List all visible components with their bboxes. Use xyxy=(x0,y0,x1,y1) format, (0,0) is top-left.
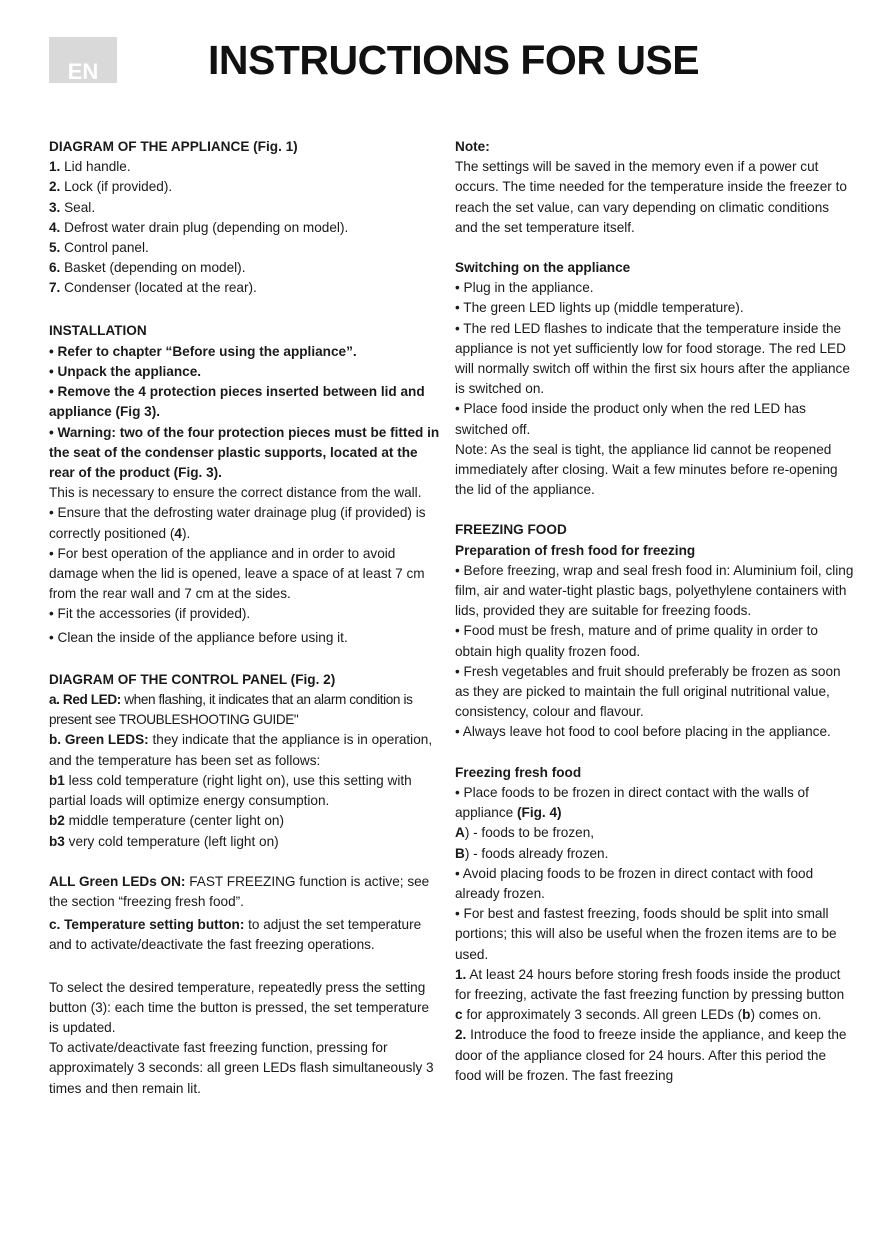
list-item: 3. Seal. xyxy=(49,199,96,215)
switching-text: • Place food inside the product only when the red LED has switched off. xyxy=(455,401,806,437)
diagram-heading: DIAGRAM OF THE APPLIANCE (Fig. 1) xyxy=(49,139,298,154)
installation-text: • Clean the inside of the appliance before using it. xyxy=(49,629,348,645)
fresh-food-step-2: 2. Introduce the food to freeze inside the appliance, and keep the door of the appliance closed for 24 hours. After this period the food will be frozen. The fast freezing xyxy=(455,1027,847,1083)
installation-heading: INSTALLATION xyxy=(49,322,147,338)
fresh-food-step-1: 1. At least 24 hours before storing fresh foods inside the product for freezing, activate the fast freezing function by pressing button c for approximately 3 seconds. All green LEDs (b) comes on. xyxy=(455,966,845,1023)
control-item-c: c. Temperature setting button: to adjust the set temperature and to activate/deactivate the fast freezing operations. xyxy=(49,917,422,953)
note-heading: Note: xyxy=(455,139,490,154)
installation-text: • Ensure that the defrosting water drainage plug (if provided) is correctly positioned (4). xyxy=(49,505,426,541)
installation-bullet: • Unpack the appliance. xyxy=(49,364,202,380)
installation-warning: • Warning: two of the four protection pieces must be fitted in the seat of the condenser plastic supports, located at the rear of the product (Fig. 3). xyxy=(49,424,440,481)
control-item-a: a. Red LED: when flashing, it indicates that an alarm condition is present see TROUBLESHOOTING GUIDE" xyxy=(49,692,413,728)
control-item-b2: b2 middle temperature (center light on) xyxy=(49,813,284,829)
fresh-food-text: • Place foods to be frozen in direct contact with the walls of appliance (Fig. 4) xyxy=(455,784,809,821)
installation-bullet: • Refer to chapter “Before using the appliance”. xyxy=(49,343,357,359)
list-item: 1. Lid handle. xyxy=(49,159,131,175)
freezing-text: • Before freezing, wrap and seal fresh food in: Aluminium foil, cling film, air and water-tight plastic bags, polyethylene containers with lids, provided they are suitable for freezing foods. xyxy=(455,562,854,619)
switching-text: • Plug in the appliance. xyxy=(455,280,594,296)
list-item: 7. Condenser (located at the rear). xyxy=(49,280,257,296)
freezing-text: • Always leave hot food to cool before placing in the appliance. xyxy=(455,724,831,740)
fresh-food-text: • Avoid placing foods to be frozen in direct contact with food already frozen. xyxy=(455,865,814,901)
switching-heading: Switching on the appliance xyxy=(455,260,631,276)
fresh-food-item-a: A) - foods to be frozen, xyxy=(455,825,595,841)
freezing-heading: FREEZING FOOD xyxy=(455,522,567,538)
switching-text: • The red LED flashes to indicate that the temperature inside the appliance is not yet sufficiently low for food storage. The red LED will normally switch off within the first six hours after the appliance is switched on. xyxy=(455,320,850,397)
list-item: 5. Control panel. xyxy=(49,240,149,256)
installation-bullet: • Remove the 4 protection pieces inserted between lid and appliance (Fig 3). xyxy=(49,384,425,420)
list-item: 2. Lock (if provided). xyxy=(49,179,173,195)
freezing-subheading: Preparation of fresh food for freezing xyxy=(455,542,696,558)
control-item-b1: b1 less cold temperature (right light on), use this setting with partial loads will optimize energy consumption. xyxy=(49,772,412,809)
installation-text: • For best operation of the appliance and in order to avoid damage when the lid is opened, leave a space of at least 7 cm from the rear wall and 7 cm at the sides. xyxy=(49,545,425,602)
control-all-green: ALL Green LEDs ON: FAST FREEZING function is active; see the section “freezing fresh food”. xyxy=(49,873,430,909)
right-column xyxy=(455,137,855,1086)
control-panel-heading: DIAGRAM OF THE CONTROL PANEL (Fig. 2) xyxy=(49,671,336,687)
list-item: 4. Defrost water drain plug (depending on model). xyxy=(49,219,349,235)
switching-text: Note: As the seal is tight, the appliance lid cannot be reopened immediately after closing. Wait a few minutes before re-opening the lid of the appliance. xyxy=(455,441,838,498)
installation-text: This is necessary to ensure the correct distance from the wall. xyxy=(49,485,422,501)
language-badge: EN xyxy=(49,37,117,83)
fresh-food-text: • For best and fastest freezing, foods should be split into small portions; this will also be useful when the frozen items are to be used. xyxy=(455,906,837,962)
switching-text: • The green LED lights up (middle temperature). xyxy=(455,300,744,316)
fresh-food-item-b: B) - foods already frozen. xyxy=(455,845,609,861)
parts-list xyxy=(49,157,441,298)
control-item-b: b. Green LEDS: they indicate that the appliance is in operation, and the temperature has been set as follows: xyxy=(49,732,433,768)
left-column xyxy=(49,137,441,1099)
fresh-food-heading: Freezing fresh food xyxy=(455,764,582,780)
note-text: The settings will be saved in the memory even if a power cut occurs. The time needed for the temperature inside the freezer to reach the set value, can vary depending on climatic conditions and the set temperature itself. xyxy=(455,159,847,235)
freezing-text: • Food must be fresh, mature and of prime quality in order to obtain high quality frozen food. xyxy=(455,623,818,659)
control-text: To select the desired temperature, repeatedly press the setting button (3): each time the button is pressed, the set temperature is updated. xyxy=(49,979,430,1035)
installation-text: • Fit the accessories (if provided). xyxy=(49,606,251,622)
control-text: To activate/deactivate fast freezing function, pressing for approximately 3 seconds: all green LEDs flash simultaneously 3 times and then remain lit. xyxy=(49,1040,434,1096)
control-item-b3: b3 very cold temperature (left light on) xyxy=(49,833,279,849)
list-item: 6. Basket (depending on model). xyxy=(49,260,246,276)
freezing-text: • Fresh vegetables and fruit should preferably be frozen as soon as they are picked to maintain the full original nutritional value, consistency, colour and flavour. xyxy=(455,663,841,720)
page-title: INSTRUCTIONS FOR USE xyxy=(208,37,700,83)
